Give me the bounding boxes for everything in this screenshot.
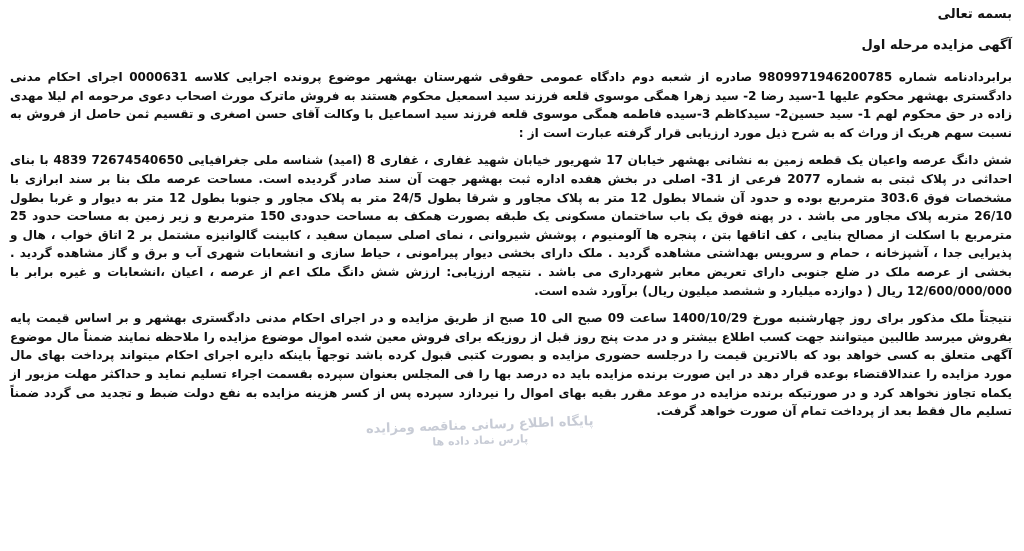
document-title: بسمه تعالی	[937, 7, 1012, 22]
watermark-line-2: پارس نماد داده ها	[432, 432, 529, 449]
document-subtitle: آگهی مزایده مرحله اول	[861, 38, 1012, 53]
paragraph-property-description: شش دانگ عرصه واعیان یک قطعه زمین به نشانی بهشهر خیابان 17 شهریور خیابان شهید غفاری ، غفاری 8 (امید) شناسه ملی جغرافیایی 72674540650 4839 با بنای احداثی در پلاک ثبتی به شماره 2077 فرعی از 31- اصلی در بخش هفده اداره ثبت بهشهر جهت آن سند صادر گردیده است. مساحت عرصه ملک بنا بر سند ابرازی با مشخصات فوق 303.6 مترمربع بوده و حدود آن شمالا بطول 12 متر به پلاک مجاور و شرقا بطول 24/5 متر به پلاک مجاور و جنوبا بطول 12 متر به دیوار و غربا بطول 26/10 متربه پلاک مجاور می باشد . در پهنه فوق یک باب ساختمان مسکونی یک طبقه بصورت همکف به مساحت حدودی 150 مترمربع و زیر زمین به مساحت حدود 25 مترمربع با اسکلت از مصالح بنایی ، کف اتاقها بتن ، پنجره ها آلومنیوم ، پوشش شیروانی ، نمای اصلی سیمان سفید ، کابینت گالوانیزه مشتمل بر 2 اتاق خواب ، هال و پذیرایی جدا ، آشپزخانه ، حمام و سرویس بهداشتی مشاهده گردید . ملک دارای بخشی دیوار پیرامونی ، حیاط سازی و انشعابات شهری آب و برق و گاز مشاهده گردید . بخشی از عرصه ملک در ضلع جنوبی دارای تعریض معابر شهرداری می باشد . نتیجه ارزیابی: ارزش شش دانگ ملک اعم از عرصه ، اعیان ،انشعابات و غیره برابر با 12/600/000/000 ریال ( دوازده میلیارد و ششصد میلیون ریال) برآورد شده است.	[10, 153, 1013, 298]
paragraph-auction-terms: نتیجتاً ملک مذکور برای روز چهارشنبه مورخ 1400/10/29 ساعت 09 صبح الی 10 صبح از طریق مزایده و در اجرای احکام مدنی دادگستری بهشهر و بر اساس قیمت پایه بفروش میرسد طالبین میتوانند جهت کسب اطلاع بیشتر و در مدت پنج روز قبل از روزیکه برای فروش معین شده اموال موضوع مزایده را ملاحظه نمایند ضمناً مال موضوع آگهی متعلق به کسی خواهد بود که بالاترین قیمت را درجلسه حضوری مزایده و بصورت کتبی قبول کرده باشد توجهاً باینکه دایره اجرای احکام میتواند پرداخت بهای مال مورد مزایده را عندالاقتضاء بوعده قرار دهد در این صورت برنده مزایده باید ده درصد بها را فی المجلس بعنوان سپرده بقسمت اجراء تسلیم نماید و حداکثر مهلت مزبور از یکماه تجاوز نخواهد کرد و در صورتیکه برنده مزایده در موعد مقرر بقیه بهای اموال را نیردازد سپرده پس از کسر هزینه مزایده به نفع دولت ضبط و تجدید می گردد ضمناً تسلیم مال فقط بعد از پرداخت تمام آن صورت خواهد گرفت.	[10, 311, 1013, 419]
paragraph-verdict: برابردادنامه شماره 9809971946200785 صادره از شعبه دوم دادگاه عمومی حقوقی شهرستان بهشهر موضوع پرونده اجرایی کلاسه 0000631 اجرای احکام مدنی دادگستری بهشهر محکوم علیها 1-سید رضا 2- سید زهرا همگی موسوی قلعه فرزند سید اسمعیل محکوم هستند به فروش ماترک مورث اصحاب دعوی مرحومه ام لیلا مهدی زاده در حق محکوم لهم 1- سید حسین2- سیدکاظم 3-سیده فاطمه همگی موسوی قلعه فرزند سید اسماعیل با وکالت آقای حسن اصغری و تقسیم ثمن حاصل از فروش به نسبت سهم هریک از وراث که به شرح ذیل مورد ارزیابی قرار گرفته عبارت است از :	[10, 70, 1013, 140]
notice-document	[10, 6, 1012, 430]
watermark-line-1: پایگاه اطلاع رسانی مناقصه ومزایده	[365, 414, 594, 437]
